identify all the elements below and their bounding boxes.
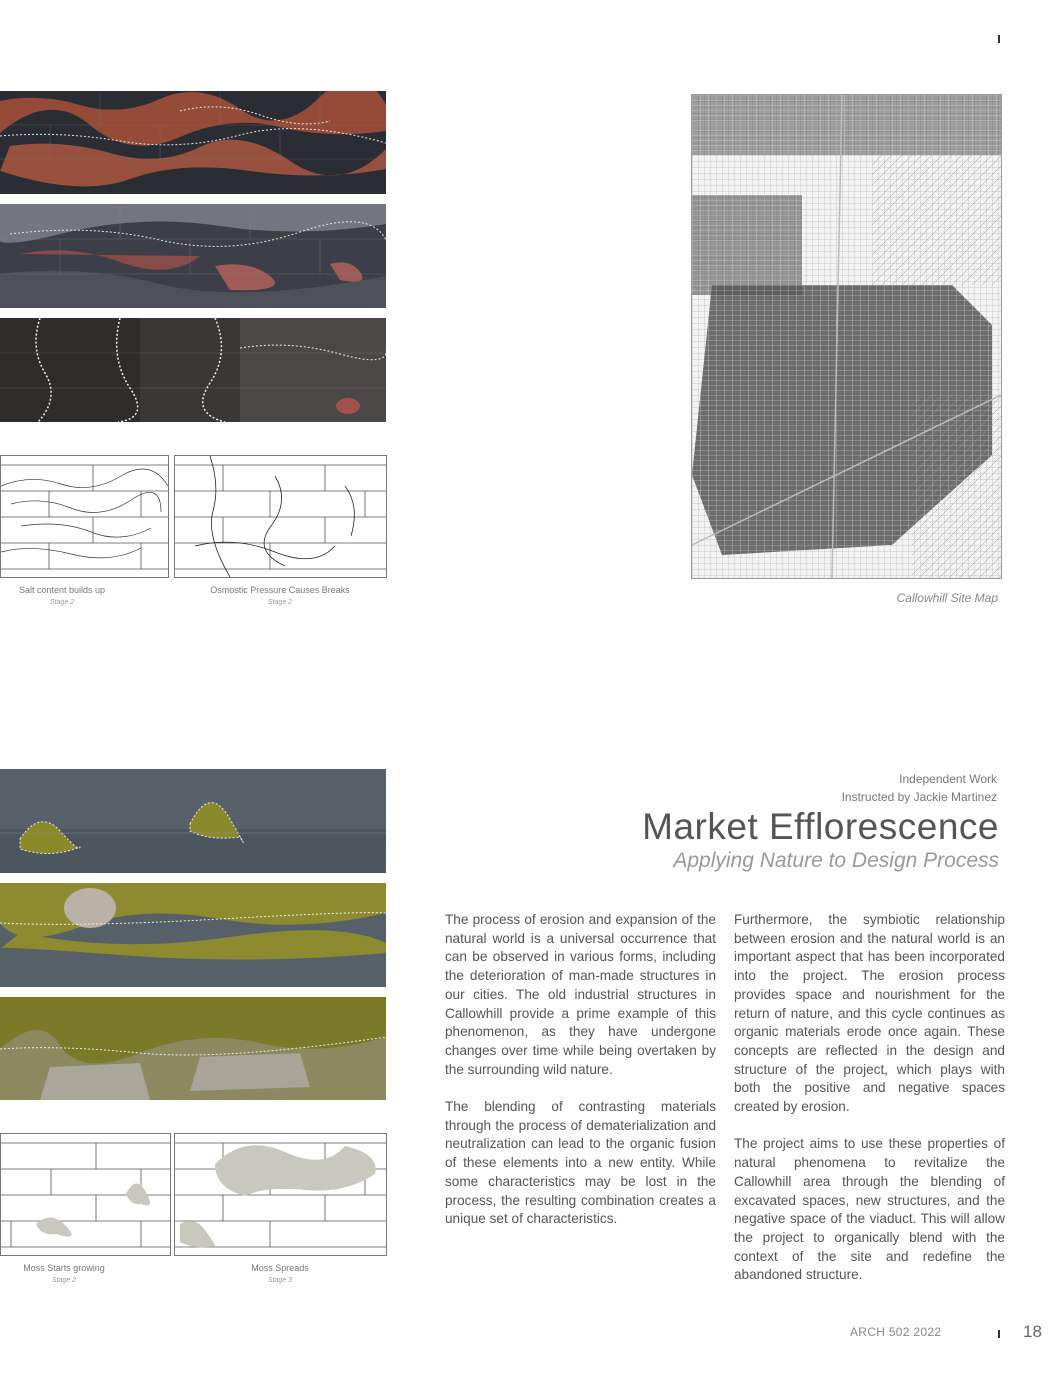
- salt-buildup-caption: [0, 585, 124, 606]
- project-type: Independent Work: [899, 772, 997, 786]
- page-number: 18: [1023, 1322, 1042, 1341]
- osmotic-pressure-diagram: [174, 455, 387, 578]
- body-paragraph: The project aims to use these properties of natural phenomena to revitalize the Callowhill area through the blending of excavated spaces, new structures, and the negative space of the viaduct. This will allow the project to organically blend with the context of the site and redefine the abandoned structure.: [734, 1136, 1005, 1283]
- osmotic-pressure-caption: [200, 585, 360, 606]
- course-label: ARCH 502 2022: [850, 1325, 942, 1339]
- body-paragraph: The process of erosion and expansion of the natural world is a universal occurrence that can be observed in various forms, including the deterioration of man-made structures in our cities. The old industrial structures in Callowhill provide a prime example of this phenomenon, as they have undergone changes over time while being overtaken by the surrounding wild nature.: [445, 912, 716, 1077]
- salt-buildup-diagram: [0, 455, 169, 578]
- moss-starts-diagram: [0, 1133, 171, 1256]
- body-paragraph: Furthermore, the symbiotic relationship between erosion and the natural world is an important aspect that has been incorporated into the project. The erosion process provides space and nourishment for the return of nature, and this cycle continues as organic materials erode once again. These concepts are reflected in the design and structure of the project, which plays with both the positive and negative spaces created by erosion.: [734, 912, 1005, 1115]
- moss-spreads-diagram: [174, 1133, 387, 1256]
- moss-spreads-stage: Stage 3: [267, 1277, 293, 1284]
- moss-spreads-caption: [220, 1263, 340, 1284]
- brick-erosion-photo-3: [0, 318, 386, 422]
- osmotic-pressure-caption-text: Osmostic Pressure Causes Breaks: [210, 585, 350, 595]
- footer-divider-mark: [998, 1330, 1000, 1338]
- moss-spreads-caption-text: Moss Spreads: [251, 1263, 309, 1273]
- header-divider-mark: [998, 35, 1000, 43]
- site-map-caption: Callowhill Site Map: [896, 591, 998, 605]
- osmotic-pressure-stage: Stage 2: [267, 599, 293, 606]
- project-instructor: Instructed by Jackie Martinez: [841, 790, 997, 804]
- moss-starts-stage: Stage 2: [51, 1277, 77, 1284]
- moss-starts-caption-text: Moss Starts growing: [23, 1263, 105, 1273]
- moss-starts-caption: [0, 1263, 128, 1284]
- moss-photo-3: [0, 997, 386, 1100]
- salt-buildup-caption-text: Salt content builds up: [18, 585, 106, 595]
- callowhill-site-map: [691, 94, 1002, 579]
- project-title: Market Efflorescence: [642, 806, 999, 847]
- project-subtitle: Applying Nature to Design Process: [673, 849, 999, 872]
- body-column-1: [445, 911, 716, 1248]
- salt-buildup-stage: Stage 2: [49, 599, 75, 606]
- moss-photo-1: [0, 769, 386, 873]
- brick-erosion-photo-1: [0, 91, 386, 194]
- brick-erosion-photo-2: [0, 204, 386, 308]
- body-column-2: [734, 911, 1005, 1304]
- body-paragraph: The blending of contrasting materials through the process of dematerialization and neutralization can lead to the organic fusion of these elements into a new entity. While some characteristics may be lost in the process, the resulting combination creates a unique set of characteristics.: [445, 1099, 716, 1227]
- moss-photo-2: [0, 883, 386, 987]
